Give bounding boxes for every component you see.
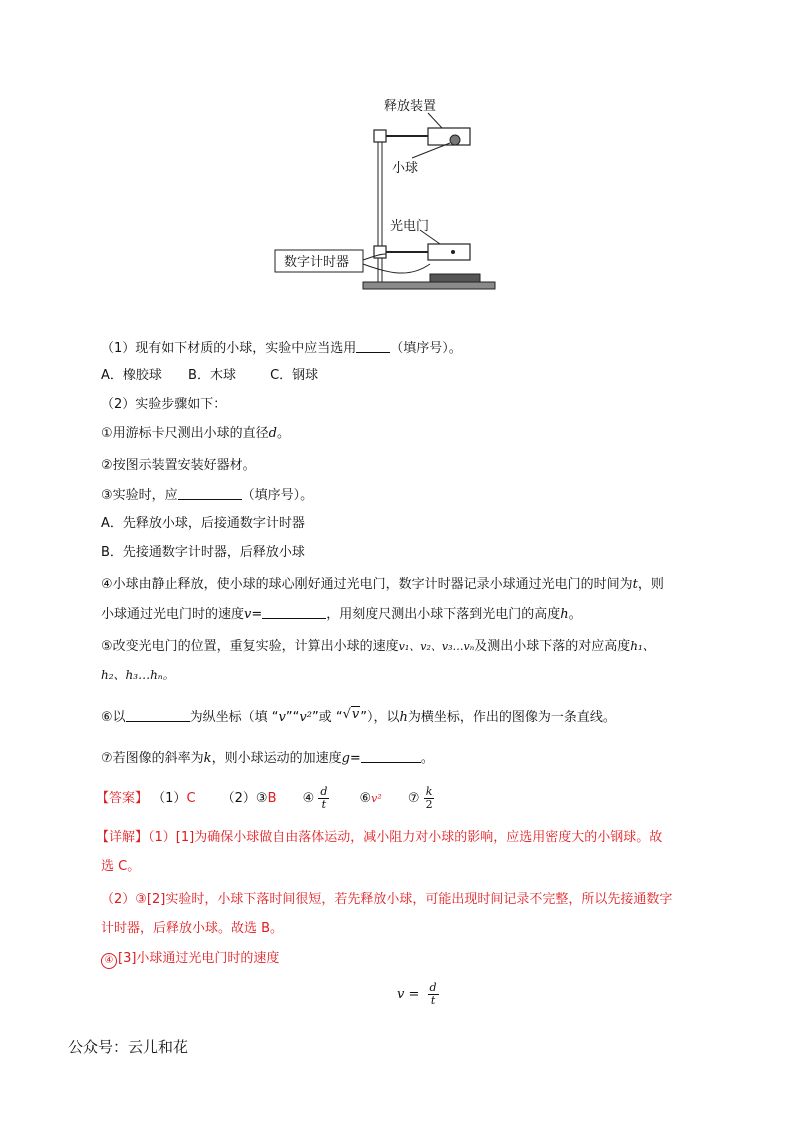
detail-p1 bbox=[96, 829, 662, 847]
detail-p3 bbox=[101, 950, 279, 969]
q2-step1 bbox=[101, 425, 290, 443]
label-gate: 光电门 bbox=[390, 219, 430, 234]
q2-step5-line2 bbox=[101, 666, 175, 685]
step6-h: h bbox=[399, 710, 408, 725]
step7-g: g bbox=[341, 751, 350, 766]
step1-var: d bbox=[268, 426, 277, 441]
answer-label: 【答案】 bbox=[96, 791, 149, 806]
answer-5-den: 2 bbox=[425, 798, 433, 811]
step5-text-a: 改变光电门的位置，重复实验，计算出小球的速度 bbox=[112, 639, 399, 654]
answer-5-marker: ⑦ bbox=[407, 791, 420, 806]
step4-end: 。 bbox=[568, 607, 582, 622]
step3-text: 实验时，应 bbox=[112, 488, 178, 503]
q1-line bbox=[101, 339, 462, 358]
footer-account: 公众号：云儿和花 bbox=[68, 1038, 189, 1056]
step6-text-a: 以 bbox=[112, 710, 126, 725]
q2-step4-line2 bbox=[101, 605, 582, 624]
answer-3 bbox=[303, 785, 334, 813]
answer-1-prefix: （1） bbox=[152, 791, 187, 806]
label-timer: 数字计时器 bbox=[284, 255, 350, 270]
step7-marker: ⑦ bbox=[101, 751, 113, 766]
step4-blank[interactable] bbox=[262, 605, 326, 619]
release-pointer bbox=[428, 113, 442, 128]
step6-text-d: ”或 “ bbox=[311, 710, 343, 725]
q1-suffix: （填序号）。 bbox=[390, 341, 462, 356]
detail-equation bbox=[397, 980, 443, 1010]
answer-5-fraction bbox=[424, 786, 435, 811]
answer-5-num: k bbox=[425, 785, 433, 798]
step6-sqrt: √v bbox=[342, 707, 360, 722]
gate-dot bbox=[451, 250, 455, 254]
equation-lhs: v = bbox=[397, 987, 420, 1002]
answer-5 bbox=[408, 785, 439, 813]
equation-den: t bbox=[430, 994, 436, 1007]
label-release: 释放装置 bbox=[384, 99, 437, 114]
q2-step3 bbox=[101, 486, 313, 505]
label-ball: 小球 bbox=[392, 161, 419, 176]
step4-var-h: h bbox=[560, 607, 569, 622]
step5-h1: h₁、 bbox=[630, 639, 655, 653]
step4-var-v: v bbox=[244, 607, 252, 622]
step3-end: （填序号）。 bbox=[241, 488, 314, 503]
apparatus-figure bbox=[270, 88, 510, 298]
q1-option-b: B．木球 bbox=[188, 368, 236, 383]
q2-title: （2）实验步骤如下： bbox=[101, 397, 227, 412]
base-plate bbox=[363, 282, 495, 289]
detail-p3-text: [3]小球通过光电门时的速度 bbox=[118, 951, 280, 966]
q1-options bbox=[101, 367, 318, 385]
step4-text-a: 小球由静止释放，使小球的球心刚好通过光电门，数字计时器记录小球通过光电门的时间为 bbox=[112, 577, 633, 592]
step4-text-c: 小球通过光电门时的速度 bbox=[101, 607, 245, 622]
step5-text-b: 及测出小球下落的对应高度 bbox=[474, 639, 631, 654]
answer-2 bbox=[222, 785, 277, 813]
photogate bbox=[428, 244, 470, 260]
answer-2-prefix: （2）③ bbox=[221, 791, 268, 806]
q1-blank[interactable] bbox=[356, 339, 390, 353]
step5-marker: ⑤ bbox=[101, 639, 113, 654]
step6-v2: v² bbox=[299, 710, 312, 725]
step2-text: 按图示装置安装好器材。 bbox=[112, 458, 256, 473]
q1-option-c: C．钢球 bbox=[270, 368, 319, 383]
q2-step7 bbox=[101, 749, 434, 768]
equation-fraction bbox=[428, 982, 439, 1007]
step7-end: 。 bbox=[420, 751, 434, 766]
pole bbox=[378, 136, 382, 282]
step3-blank[interactable] bbox=[178, 486, 242, 500]
q2-step4-line1 bbox=[101, 576, 664, 594]
step4-var-t: t bbox=[632, 577, 638, 592]
step6-v: v bbox=[278, 710, 286, 725]
step1-end: 。 bbox=[277, 426, 291, 441]
ball bbox=[450, 135, 460, 145]
step5-h2: h₂、h₃…hₙ。 bbox=[101, 668, 175, 682]
step4-eq: = bbox=[251, 607, 263, 622]
detail-p2: （2）③[2]实验时，小球下落时间很短，若先释放小球，可能出现时间记录不完整，所以先接通数字 bbox=[101, 892, 673, 907]
answer-1-value: C bbox=[186, 791, 196, 806]
answer-3-den: t bbox=[321, 798, 327, 811]
answer-3-fraction bbox=[318, 786, 329, 811]
step6-marker: ⑥ bbox=[101, 710, 113, 725]
answer-4-value: v² bbox=[371, 792, 382, 805]
step6-text-c: ”“ bbox=[285, 710, 300, 725]
step7-k: k bbox=[203, 751, 212, 766]
detail-label: 【详解】 bbox=[96, 830, 149, 845]
detail-p2b: 计时器，后释放小球。故选 B。 bbox=[101, 921, 284, 936]
step7-blank[interactable] bbox=[361, 749, 421, 763]
detail-p3-marker: ④ bbox=[101, 953, 117, 969]
step1-marker: ① bbox=[101, 426, 113, 441]
step6-text-f: 为横坐标，作出的图像为一条直线。 bbox=[407, 710, 616, 725]
timer-wire bbox=[363, 264, 430, 273]
answer-4-marker: ⑥ bbox=[359, 791, 372, 806]
q2-step2 bbox=[101, 457, 256, 475]
q2-option-a: A．先释放小球，后接通数字计时器 bbox=[101, 516, 305, 531]
step4-text-b: ，则 bbox=[637, 577, 664, 592]
q1-text: （1）现有如下材质的小球，实验中应当选用 bbox=[101, 341, 357, 356]
step4-marker: ④ bbox=[101, 577, 113, 592]
step4-text-d: ，用刻度尺测出小球下落到光电门的高度 bbox=[326, 607, 561, 622]
equation-num: d bbox=[429, 981, 437, 994]
detail-p1-text: （1）[1]为确保小球做自由落体运动，减小阻力对小球的影响，应选用密度大的小钢球。故 bbox=[148, 830, 663, 845]
answer-1 bbox=[152, 785, 195, 813]
step6-sqrt-radicand: v bbox=[351, 707, 360, 722]
step2-marker: ② bbox=[101, 458, 113, 473]
q2-step5-line1 bbox=[101, 637, 655, 656]
step7-text-a: 若图像的斜率为 bbox=[112, 751, 204, 766]
step6-text-e: ”），以 bbox=[360, 710, 400, 725]
detail-p1b: 选 C。 bbox=[101, 859, 141, 874]
pad bbox=[430, 274, 480, 282]
step3-marker: ③ bbox=[101, 488, 113, 503]
upper-clamp bbox=[374, 130, 386, 142]
answer-4 bbox=[360, 785, 382, 813]
q2-step6 bbox=[101, 706, 616, 727]
step7-eq: = bbox=[349, 751, 361, 766]
answer-line bbox=[96, 785, 461, 813]
release-device bbox=[428, 128, 470, 145]
step1-text: 用游标卡尺测出小球的直径 bbox=[112, 426, 269, 441]
step6-blank[interactable] bbox=[126, 708, 190, 722]
answer-3-marker: ④ bbox=[302, 791, 315, 806]
answer-2-value: B bbox=[267, 791, 277, 806]
answer-3-num: d bbox=[320, 785, 328, 798]
step7-text-b: ，则小球运动的加速度 bbox=[211, 751, 342, 766]
step6-text-b: 为纵坐标（填 “ bbox=[189, 710, 279, 725]
q1-option-a: A．橡胶球 bbox=[101, 368, 162, 383]
step5-vars: v₁、v₂、v₃…vₙ bbox=[398, 640, 475, 653]
q2-option-b: B．先接通数字计时器，后释放小球 bbox=[101, 545, 305, 560]
